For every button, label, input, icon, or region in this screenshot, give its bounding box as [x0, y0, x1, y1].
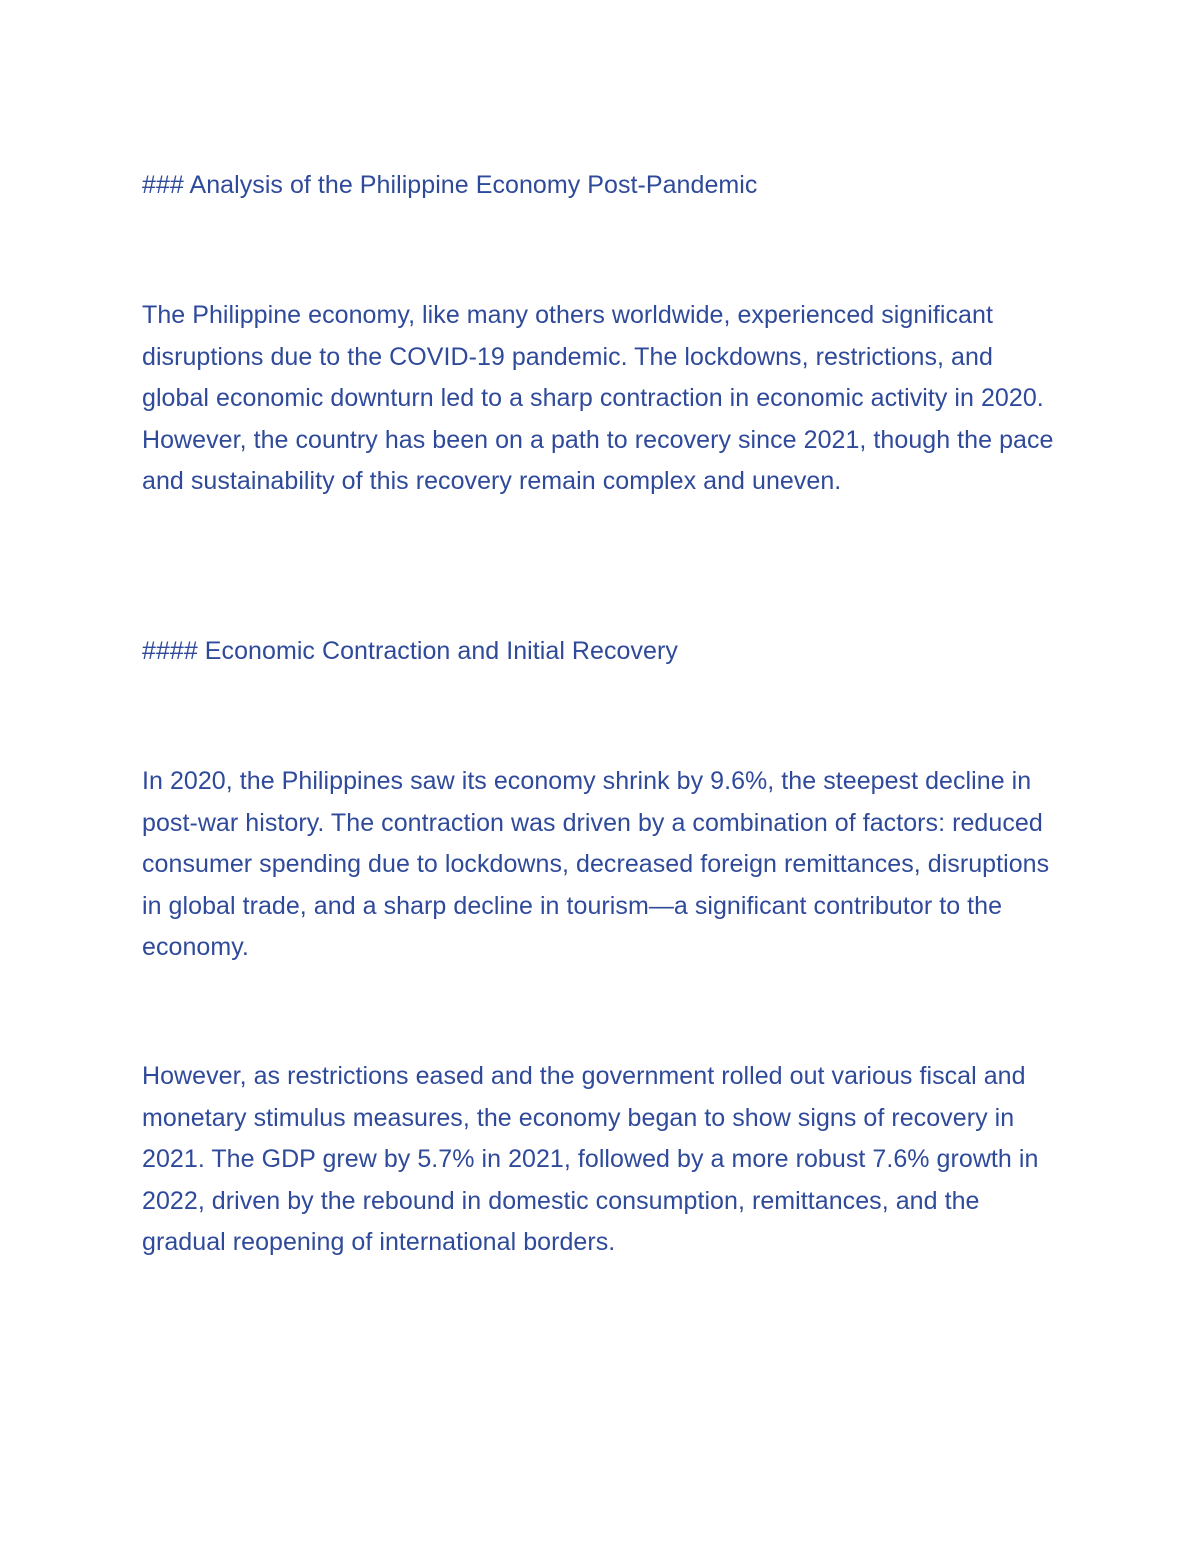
document-title: ### Analysis of the Philippine Economy Post-Pandemic [142, 171, 758, 199]
recovery-paragraph: However, as restrictions eased and the government rolled out various fiscal and monetary stimulus measures, the economy began to show signs of recovery in 2021. The GDP grew by 5.7% in 2021, followed by a more robust 7.6% growth in 2022, driven by the rebound in domestic consumption, remittances, and the gradual reopening of international borders. [142, 1062, 1039, 1256]
intro-paragraph: The Philippine economy, like many others worldwide, experienced significant disruptions due to the COVID-19 pandemic. The lockdowns, restrictions, and global economic downturn led to a sharp contraction in economic activity in 2020. However, the country has been on a path to recovery since 2021, though the pace and sustainability of this recovery remain complex and uneven. [142, 301, 1054, 495]
contraction-paragraph: In 2020, the Philippines saw its economy shrink by 9.6%, the steepest decline in post-war history. The contraction was driven by a combination of factors: reduced consumer spending due to lockdowns, decreased foreign remittances, disruptions in global trade, and a sharp decline in tourism—a significant contributor to the economy. [142, 767, 1050, 961]
section-heading: #### Economic Contraction and Initial Recovery [142, 637, 678, 665]
